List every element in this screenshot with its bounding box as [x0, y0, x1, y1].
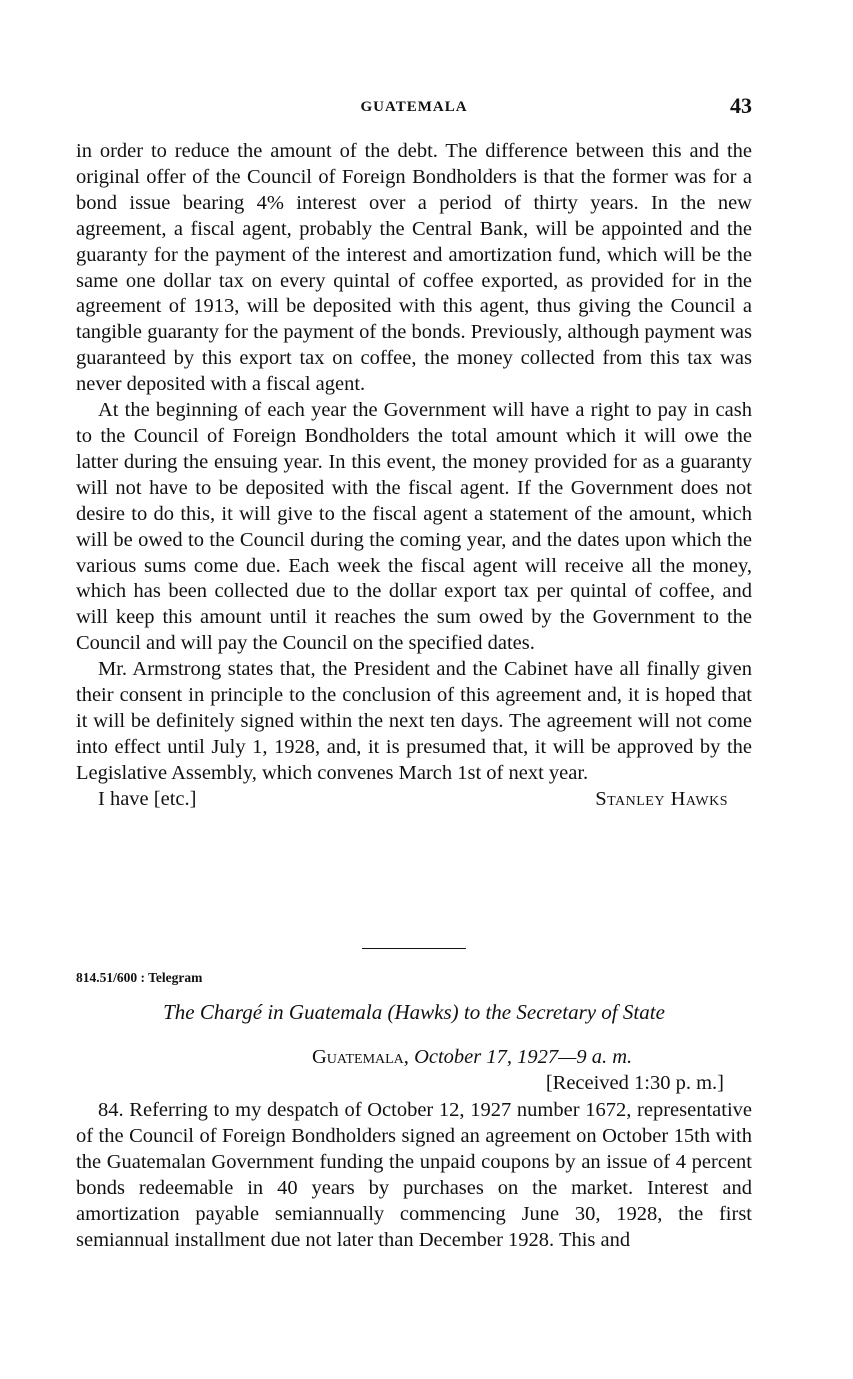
running-title: GUATEMALA [360, 99, 468, 115]
received-note: [Received 1:30 p. m.] [545, 1072, 724, 1094]
paragraph-1: in order to reduce the amount of the debt. The difference between this and the original offer of the Council of Foreign Bondholders is that the former was for a bond issue bearing 4% interest over a period of thirty years. In the new agreement, a fiscal agent, probably the Central Bank, will be appointed and the guaranty for the payment of the interest and amortization fund, which will be the same one dollar tax on every quintal of coffee exported, as provided for in the agreement of 1913, will be deposited with this agent, thus giving the Council a tangible guaranty for the payment of the bonds. Previously, although payment was guaranteed by this export tax on coffee, the money collected from this tax was never deposited with a fiscal agent. [76, 140, 752, 396]
page-number: 43 [730, 93, 752, 118]
dateline [312, 1046, 632, 1069]
paragraph-3: Mr. Armstrong states that, the President and the Cabinet have all finally given their consent in principle to the conclusion of this agreement and, it is hoped that it will be definitely signed within the next ten days. The agreement will not come into effect until July 1, 1928, and, it is presumed that, it will be approved by the Legislative Assembly, which convenes March 1st of next year. [76, 658, 752, 784]
salutation: I have [etc.] [98, 787, 197, 810]
file-reference: 814.51/600 : Telegram [76, 970, 203, 985]
section-divider [362, 948, 466, 949]
telegram-body [76, 1098, 752, 1253]
signature: Stanley Hawks [595, 787, 728, 810]
dateline-place: Guatemala, [312, 1046, 409, 1068]
closing-line [76, 787, 752, 813]
paragraph-2: At the beginning of each year the Government will have a right to pay in cash to the Council of Foreign Bondholders the total amount which it will owe the latter during the ensuing year. In this event, the money provided for as a guaranty will not have to be deposited with the fiscal agent. If the Government does not desire to do this, it will give to the fiscal agent a statement of the amount, which will be owed to the Council during the coming year, and the dates upon which the various sums come due. Each week the fiscal agent will receive all the money, which has been collected due to the dollar export tax per quintal of coffee, and will keep this amount until it reaches the sum owed by the Government to the Council and will pay the Council on the specified dates. [76, 399, 752, 655]
dateline-date: October 17, 1927—9 a. m. [414, 1046, 633, 1068]
running-head [76, 93, 752, 123]
letter-body [76, 139, 752, 813]
telegram-paragraph: 84. Referring to my despatch of October 12, 1927 number 1672, representative of the Council of Foreign Bondholders signed an agreement on October 15th with the Guatemalan Government funding the unpaid coupons by an issue of 4 percent bonds redeemable in 40 years by purchases on the market. Interest and amortization payable semiannually commencing June 30, 1928, the first semiannual installment due not later than December 1928. This and [76, 1099, 752, 1251]
document-title: The Chargé in Guatemala (Hawks) to the Secretary of State [163, 1000, 665, 1024]
